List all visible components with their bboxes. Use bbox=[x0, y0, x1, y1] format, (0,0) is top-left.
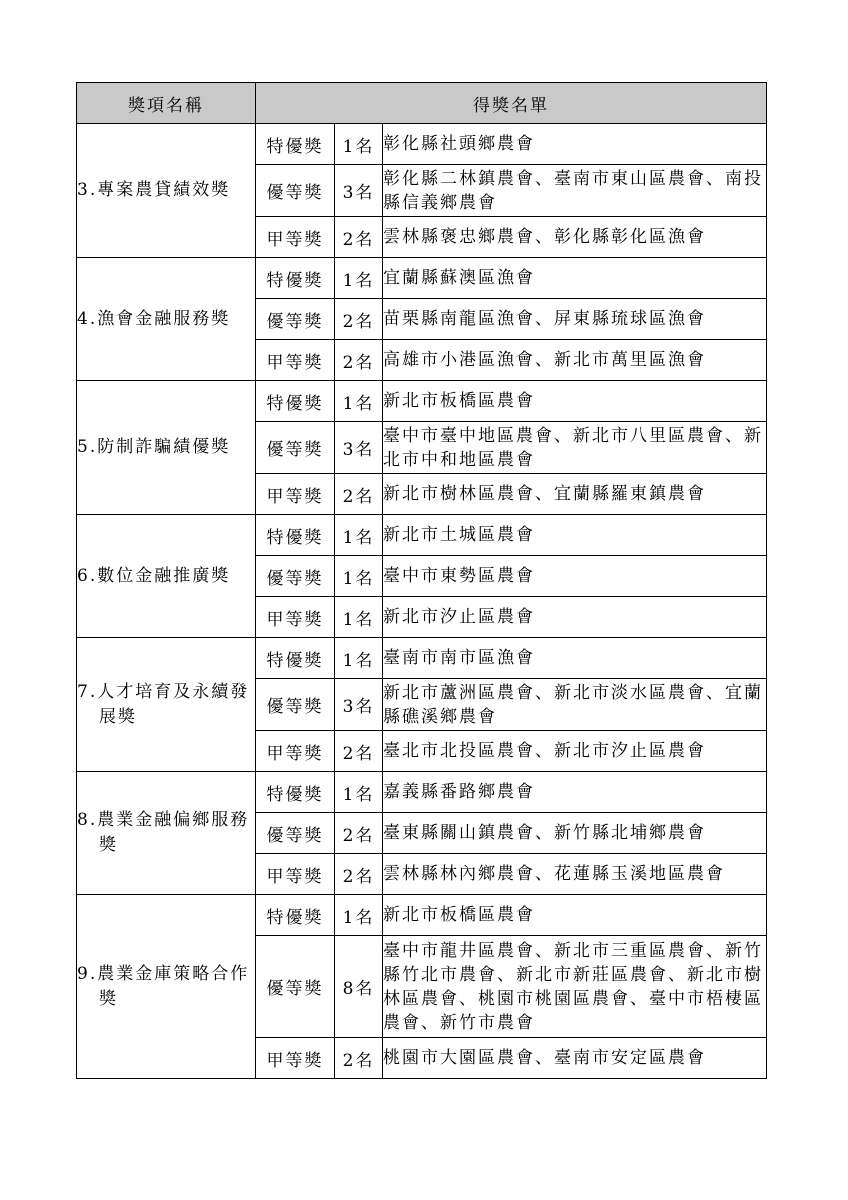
winner-names: 臺北市北投區農會、新北市汐止區農會 bbox=[383, 731, 767, 772]
award-tier: 優等獎 bbox=[256, 422, 335, 474]
award-count: 1名 bbox=[335, 515, 383, 556]
table-header-row bbox=[77, 83, 767, 124]
award-tier: 特優獎 bbox=[256, 515, 335, 556]
winner-names: 新北市板橋區農會 bbox=[383, 381, 767, 422]
award-count: 1名 bbox=[335, 597, 383, 638]
award-count: 3名 bbox=[335, 679, 383, 731]
category-cell: 8.農業金融偏鄉服務獎 bbox=[77, 772, 256, 895]
category-cell: 6.數位金融推廣獎 bbox=[77, 515, 256, 638]
award-tier: 甲等獎 bbox=[256, 854, 335, 895]
award-tier: 特優獎 bbox=[256, 124, 335, 165]
winner-names: 臺中市東勢區農會 bbox=[383, 556, 767, 597]
table-row bbox=[77, 124, 767, 165]
table-row bbox=[77, 638, 767, 679]
award-count: 2名 bbox=[335, 731, 383, 772]
winner-names: 彰化縣社頭鄉農會 bbox=[383, 124, 767, 165]
award-tier: 甲等獎 bbox=[256, 597, 335, 638]
award-count: 2名 bbox=[335, 813, 383, 854]
winner-names: 彰化縣二林鎮農會、臺南市東山區農會、南投縣信義鄉農會 bbox=[383, 165, 767, 217]
award-tier: 特優獎 bbox=[256, 895, 335, 936]
winner-names: 桃園市大園區農會、臺南市安定區農會 bbox=[383, 1038, 767, 1079]
award-tier: 特優獎 bbox=[256, 772, 335, 813]
award-count: 8名 bbox=[335, 936, 383, 1038]
winner-names: 臺東縣關山鎮農會、新竹縣北埔鄉農會 bbox=[383, 813, 767, 854]
award-count: 1名 bbox=[335, 124, 383, 165]
winner-names: 新北市樹林區農會、宜蘭縣羅東鎮農會 bbox=[383, 474, 767, 515]
winner-names: 雲林縣褒忠鄉農會、彰化縣彰化區漁會 bbox=[383, 217, 767, 258]
award-tier: 特優獎 bbox=[256, 381, 335, 422]
award-count: 2名 bbox=[335, 1038, 383, 1079]
award-count: 2名 bbox=[335, 340, 383, 381]
award-tier: 特優獎 bbox=[256, 258, 335, 299]
award-count: 2名 bbox=[335, 217, 383, 258]
award-tier: 甲等獎 bbox=[256, 1038, 335, 1079]
award-count: 1名 bbox=[335, 772, 383, 813]
award-count: 1名 bbox=[335, 381, 383, 422]
award-tier: 特優獎 bbox=[256, 638, 335, 679]
award-count: 1名 bbox=[335, 638, 383, 679]
award-tier: 甲等獎 bbox=[256, 474, 335, 515]
winner-names: 新北市土城區農會 bbox=[383, 515, 767, 556]
winner-names: 新北市汐止區農會 bbox=[383, 597, 767, 638]
award-count: 3名 bbox=[335, 165, 383, 217]
awards-table bbox=[76, 82, 767, 1079]
table-row bbox=[77, 772, 767, 813]
category-cell: 4.漁會金融服務獎 bbox=[77, 258, 256, 381]
award-count: 1名 bbox=[335, 895, 383, 936]
award-tier: 優等獎 bbox=[256, 165, 335, 217]
award-count: 3名 bbox=[335, 422, 383, 474]
award-count: 2名 bbox=[335, 299, 383, 340]
winner-names: 雲林縣林內鄉農會、花蓮縣玉溪地區農會 bbox=[383, 854, 767, 895]
table-row bbox=[77, 515, 767, 556]
category-cell: 9.農業金庫策略合作獎 bbox=[77, 895, 256, 1079]
award-tier: 優等獎 bbox=[256, 813, 335, 854]
winner-names: 臺南市南市區漁會 bbox=[383, 638, 767, 679]
winner-names: 嘉義縣番路鄉農會 bbox=[383, 772, 767, 813]
header-winners: 得獎名單 bbox=[256, 83, 767, 124]
winner-names: 新北市板橋區農會 bbox=[383, 895, 767, 936]
award-tier: 甲等獎 bbox=[256, 340, 335, 381]
award-tier: 優等獎 bbox=[256, 679, 335, 731]
category-cell: 3.專案農貸績效獎 bbox=[77, 124, 256, 258]
award-tier: 優等獎 bbox=[256, 556, 335, 597]
award-tier: 甲等獎 bbox=[256, 217, 335, 258]
award-count: 1名 bbox=[335, 258, 383, 299]
award-tier: 優等獎 bbox=[256, 936, 335, 1038]
table-row bbox=[77, 895, 767, 936]
award-tier: 甲等獎 bbox=[256, 731, 335, 772]
category-cell: 7.人才培育及永續發展獎 bbox=[77, 638, 256, 772]
category-cell: 5.防制詐騙績優獎 bbox=[77, 381, 256, 515]
winner-names: 臺中市臺中地區農會、新北市八里區農會、新北市中和地區農會 bbox=[383, 422, 767, 474]
winner-names: 臺中市龍井區農會、新北市三重區農會、新竹縣竹北市農會、新北市新莊區農會、新北市樹林區農會、桃園市桃園區農會、臺中市梧棲區農會、新竹市農會 bbox=[383, 936, 767, 1038]
winner-names: 高雄市小港區漁會、新北市萬里區漁會 bbox=[383, 340, 767, 381]
award-count: 2名 bbox=[335, 474, 383, 515]
header-category: 獎項名稱 bbox=[77, 83, 256, 124]
award-tier: 優等獎 bbox=[256, 299, 335, 340]
table-row bbox=[77, 258, 767, 299]
winner-names: 苗栗縣南龍區漁會、屏東縣琉球區漁會 bbox=[383, 299, 767, 340]
table-row bbox=[77, 381, 767, 422]
award-count: 1名 bbox=[335, 556, 383, 597]
winner-names: 宜蘭縣蘇澳區漁會 bbox=[383, 258, 767, 299]
winner-names: 新北市蘆洲區農會、新北市淡水區農會、宜蘭縣礁溪鄉農會 bbox=[383, 679, 767, 731]
award-count: 2名 bbox=[335, 854, 383, 895]
